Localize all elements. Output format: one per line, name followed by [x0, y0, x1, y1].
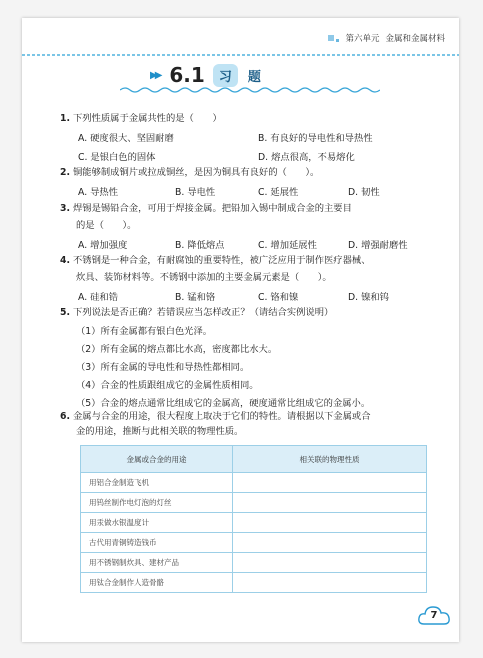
question-text: 下列性质属于金属共性的是（ ）	[72, 113, 222, 124]
question-1	[60, 112, 222, 126]
section-title	[150, 62, 261, 88]
option-d: D. 熔点很高，不易熔化	[258, 152, 355, 163]
header-dotted-line	[22, 54, 459, 56]
question-text: 不锈钢是一种合金，有耐腐蚀的重要特性，被广泛应用于制作医疗器械、	[72, 255, 371, 266]
table-row	[81, 553, 427, 573]
question-2	[60, 166, 319, 180]
section-title-char-1: 习	[213, 64, 238, 87]
option-c: C. 延展性	[258, 187, 299, 198]
subitem-4: （4）合金的性质跟组成它的金属性质相同。	[76, 380, 259, 391]
properties-table	[80, 445, 427, 593]
square-bullet-icon	[328, 35, 334, 41]
subitem-2: （2）所有金属的熔点都比水高，密度都比水大。	[76, 344, 278, 355]
question-number: 3.	[60, 203, 71, 214]
answer-cell[interactable]	[233, 493, 427, 513]
usage-cell: 用不锈钢制炊具、建材产品	[81, 553, 233, 573]
table-header-usage: 金属或合金的用途	[81, 446, 233, 473]
option-a: A. 增加强度	[78, 240, 128, 251]
option-d: D. 韧性	[348, 187, 380, 198]
answer-cell[interactable]	[233, 533, 427, 553]
option-b: B. 导电性	[175, 187, 216, 198]
answer-cell[interactable]	[233, 513, 427, 533]
question-3	[60, 202, 352, 216]
subitem-1: （1）所有金属都有银白色光泽。	[76, 326, 213, 337]
question-number: 1.	[60, 113, 71, 124]
question-number: 4.	[60, 255, 71, 266]
question-text: 金属与合金的用途，很大程度上取决于它们的特性。请根据以下金属或合	[72, 411, 371, 422]
option-a: A. 硅和锆	[78, 292, 118, 303]
usage-cell: 用钛合金制作人造骨骼	[81, 573, 233, 593]
table-header-property: 相关联的物理性质	[233, 446, 427, 473]
option-c: C. 是银白色的固体	[78, 152, 156, 163]
option-a: A. 硬度很大、坚固耐磨	[78, 133, 174, 144]
usage-cell: 古代用青铜铸造钱币	[81, 533, 233, 553]
table-row	[81, 513, 427, 533]
question-4-line-2: 炊具、装饰材料等。不锈钢中添加的主要金属元素是（ ）。	[76, 272, 332, 283]
usage-cell: 用钨丝制作电灯泡的灯丝	[81, 493, 233, 513]
table-row	[81, 493, 427, 513]
page-number: 7	[430, 610, 438, 621]
option-b: B. 锰和铬	[175, 292, 216, 303]
page-number-badge	[417, 604, 451, 626]
question-text: 铜能够制成铜片或拉成铜丝，是因为铜具有良好的（ ）。	[72, 167, 320, 178]
question-text: 下列说法是否正确？若错误应当怎样改正？（请结合实例说明）	[72, 307, 334, 318]
question-number: 5.	[60, 307, 71, 318]
header-topic: 金属和金属材料	[385, 34, 445, 44]
question-5	[60, 306, 333, 320]
question-4	[60, 254, 371, 268]
table-row	[81, 533, 427, 553]
question-6-line-2: 金的用途，推断与此相关联的物理性质。	[76, 426, 244, 437]
double-arrow-icon: ▶▶	[150, 69, 160, 81]
section-number: 6.1	[169, 63, 205, 87]
question-number: 6.	[60, 411, 71, 422]
answer-cell[interactable]	[233, 573, 427, 593]
table-row	[81, 473, 427, 493]
usage-cell: 用汞做水银温度计	[81, 513, 233, 533]
option-a: A. 导热性	[78, 187, 118, 198]
subitem-5: （5）合金的熔点通常比组成它的金属高，硬度通常比组成它的金属小。	[76, 398, 371, 409]
option-d: D. 镍和钨	[348, 292, 389, 303]
question-text: 焊锡是锡铅合金，可用于焊接金属。把铅加入锡中制成合金的主要目	[72, 203, 352, 214]
option-b: B. 有良好的导电性和导热性	[258, 133, 373, 144]
question-3-line-2: 的是（ ）。	[76, 220, 137, 231]
section-title-char-2: 题	[247, 69, 261, 85]
small-square-icon	[336, 39, 339, 42]
page-header	[328, 32, 445, 44]
option-d: D. 增强耐磨性	[348, 240, 408, 251]
header-unit: 第六单元	[345, 34, 380, 44]
title-wave-decoration	[120, 86, 380, 94]
question-6	[60, 410, 371, 424]
option-c: C. 铬和镍	[258, 292, 299, 303]
answer-cell[interactable]	[233, 553, 427, 573]
table-row	[81, 573, 427, 593]
usage-cell: 用铝合金制造飞机	[81, 473, 233, 493]
question-number: 2.	[60, 167, 71, 178]
option-b: B. 降低熔点	[175, 240, 225, 251]
option-c: C. 增加延展性	[258, 240, 317, 251]
subitem-3: （3）所有金属的导电性和导热性都相同。	[76, 362, 250, 373]
answer-cell[interactable]	[233, 473, 427, 493]
